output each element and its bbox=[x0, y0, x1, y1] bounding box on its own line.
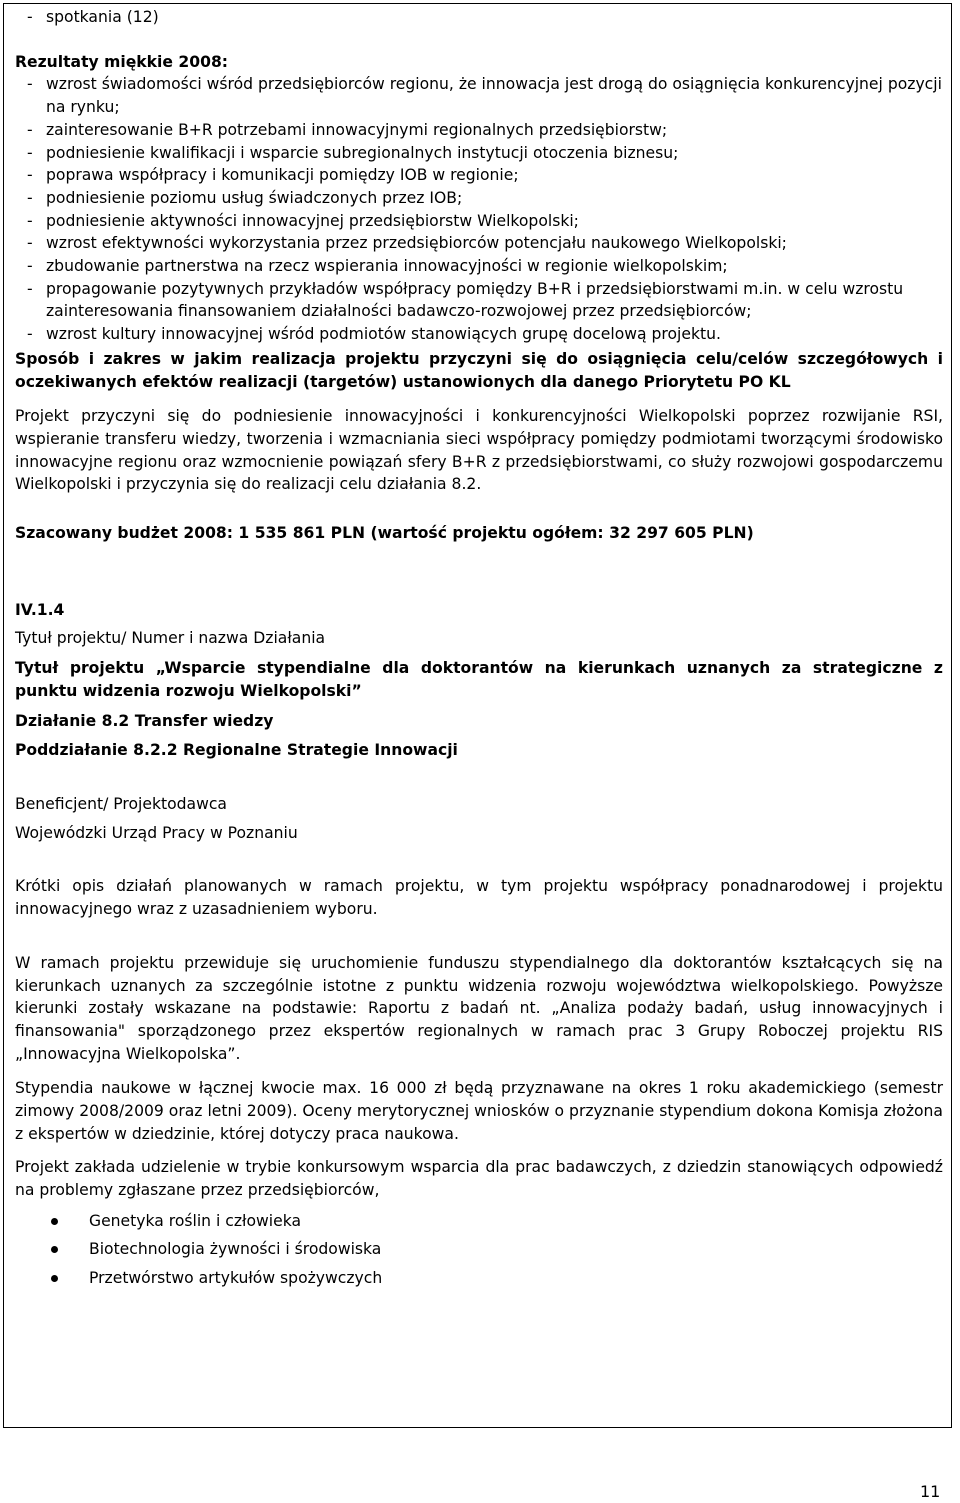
document-content bbox=[15, 6, 943, 1292]
list-item: - wzrost efektywności wykorzystania przez przedsiębiorców potencjału naukowego Wielkopolski; bbox=[15, 232, 943, 255]
list-item: - zbudowanie partnerstwa na rzecz wspierania innowacyjności w regionie wielkopolskim; bbox=[15, 255, 943, 278]
project-title: Tytuł projektu „Wsparcie stypendialne dla doktorantów na kierunkach uznanych za strategiczne z punktu widzenia rozwoju Wielkopolski” bbox=[15, 659, 943, 700]
description-paragraph: Stypendia naukowe w łącznej kwocie max. 16 000 zł będą przyznawane na okres 1 roku akademickiego (semestr zimowy 2008/2009 oraz letni 2009). Oceny merytorycznej wniosków o przyznanie stypendium dokona Komisja złożona z ekspertów w dziedzinie, której dotyczy praca naukowa. bbox=[15, 1079, 943, 1143]
budget-line: Szacowany budżet 2008: 1 535 861 PLN (wartość projektu ogółem: 32 297 605 PLN) bbox=[15, 524, 754, 543]
title-label: Tytuł projektu/ Numer i nazwa Działania bbox=[15, 629, 326, 648]
section-number: IV.1.4 bbox=[15, 600, 65, 619]
list-item: - spotkania (12) bbox=[15, 6, 943, 29]
list-item: Genetyka roślin i człowieka bbox=[15, 1207, 943, 1236]
list-item: - zainteresowanie B+R potrzebami innowacyjnymi regionalnych przedsiębiorstw; bbox=[15, 119, 943, 142]
fields-list bbox=[15, 1207, 943, 1293]
top-list bbox=[15, 6, 943, 29]
description-paragraph: W ramach projektu przewiduje się uruchomienie funduszu stypendialnego dla doktorantów kształcących się na kierunkach uznanych za szczególnie istotne z punktu widzenia rozwoju województwa wielkopolskiego. Powyższe kierunki zostały wskazane na podstawie: Raportu z badań nt. „Analiza podaży badań, usług innowacyjnych i finansowania" sporządzonego przez ekspertów regionalnych w ramach prac 3 Grupy Roboczej projektu RIS „Innowacyjna Wielkopolska”. bbox=[15, 953, 943, 1063]
description-label: Krótki opis działań planowanych w ramach projektu, w tym projektu współpracy ponadnarodowej i projektu innowacyjnego wraz z uzasadnieniem wyboru. bbox=[15, 877, 943, 919]
subaction-name: Poddziałanie 8.2.2 Regionalne Strategie Innowacji bbox=[15, 741, 458, 760]
list-item: - poprawa współpracy i komunikacji pomiędzy IOB w regionie; bbox=[15, 164, 943, 187]
description-paragraph: Projekt zakłada udzielenie w trybie konkursowym wsparcia dla prac badawczych, z dziedzin stanowiących odpowiedź na problemy zgłaszane przez przedsiębiorców, bbox=[15, 1158, 943, 1200]
list-item: Biotechnologia żywności i środowiska bbox=[15, 1235, 943, 1264]
list-item: - wzrost kultury innowacyjnej wśród podmiotów stanowiących grupę docelową projektu. bbox=[15, 323, 943, 346]
contribution-text: Projekt przyczyni się do podniesienie innowacyjności i konkurencyjności Wielkopolski poprzez rozwijanie RSI, wspieranie transferu wiedzy, tworzenia i wzmacniania sieci współpracy pomiędzy podmiotami tworzącymi środowisko innowacyjne regionu oraz wzmocnienie powiązań sfery B+R z przedsiębiorstwami, co służy rozwojowi gospodarczemu Wielkopolski i przyczynia się do realizacji celu działania 8.2. bbox=[15, 407, 943, 494]
list-item: - propagowanie pozytywnych przykładów współpracy pomiędzy B+R i przedsiębiorstwami m.in. w celu wzrostu zainteresowania finansowaniem działalności badawczo-rozwojowej przez przedsiębiorców; bbox=[15, 278, 943, 323]
beneficiary-name: Wojewódzki Urząd Pracy w Poznaniu bbox=[15, 823, 298, 842]
beneficiary-label: Beneficjent/ Projektodawca bbox=[15, 794, 227, 813]
list-item: Przetwórstwo artykułów spożywczych bbox=[15, 1264, 943, 1293]
list-item: - podniesienie poziomu usług świadczonych przez IOB; bbox=[15, 187, 943, 210]
list-item: - wzrost świadomości wśród przedsiębiorców regionu, że innowacja jest drogą do osiągnięcia konkurencyjnej pozycji na rynku; bbox=[15, 73, 943, 118]
contribution-heading: Sposób i zakres w jakim realizacja projektu przyczyni się do osiągnięcia celu/celów szczegółowych i oczekiwanych efektów realizacji (targetów) ustanowionych dla danego Priorytetu PO KL bbox=[15, 349, 943, 391]
action-name: Działanie 8.2 Transfer wiedzy bbox=[15, 711, 274, 730]
page-number: 11 bbox=[920, 1482, 941, 1501]
list-item: - podniesienie kwalifikacji i wsparcie subregionalnych instytucji otoczenia biznesu; bbox=[15, 142, 943, 165]
soft-results-list bbox=[15, 73, 943, 345]
list-item: - podniesienie aktywności innowacyjnej przedsiębiorstw Wielkopolski; bbox=[15, 210, 943, 233]
soft-results-heading: Rezultaty miękkie 2008: bbox=[15, 52, 229, 71]
